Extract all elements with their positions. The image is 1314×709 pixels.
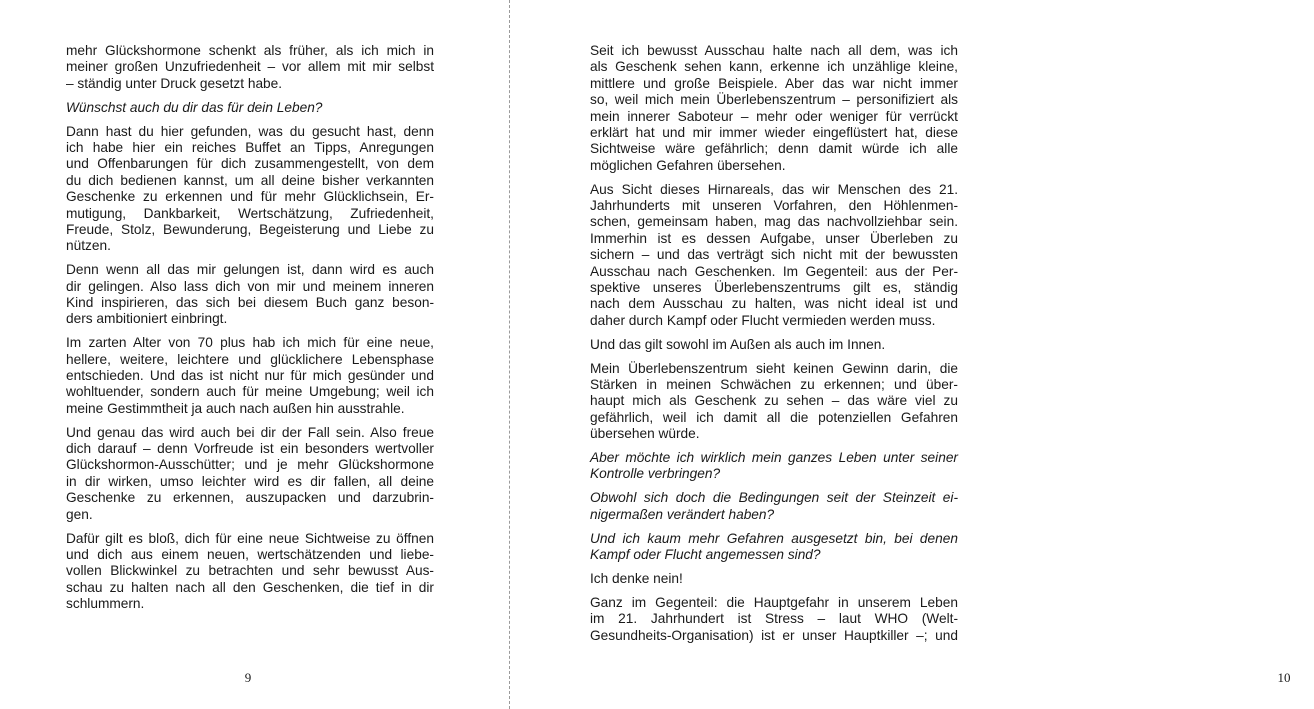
paragraph bbox=[590, 531, 958, 564]
text-line: mein innerer Saboteur – mehr oder weniger für verrückt bbox=[590, 108, 958, 124]
text-line: übersehen würde. bbox=[590, 426, 700, 442]
text-line: schlummern. bbox=[66, 596, 145, 612]
text-line: spektive unseres Überlebenszentrums gilt es, ständig bbox=[590, 279, 958, 295]
text-line: mutigung, Dankbarkeit, Wertschätzung, Zufriedenheit, bbox=[66, 205, 434, 221]
paragraph-gap bbox=[590, 329, 958, 337]
text-line: gefährlich, weil ich damit all die potenziellen Gefahren bbox=[590, 409, 958, 425]
text-line: Glückshormon-Ausschütter; und je mehr Glückshormone bbox=[66, 457, 434, 473]
text-line: nach dem Ausschau zu halten, was nicht ideal ist und bbox=[590, 296, 958, 312]
text-line: Aus Sicht dieses Hirnareals, das wir Menschen des 21. bbox=[590, 181, 958, 197]
paragraph-gap bbox=[590, 483, 958, 491]
paragraph-gap bbox=[590, 174, 958, 182]
paragraph bbox=[590, 571, 958, 587]
text-line: Seit ich bewusst Ausschau halte nach all dem, was ich bbox=[590, 43, 958, 58]
text-line: sichern – und das verträgt sich nicht mit der bewussten bbox=[590, 247, 958, 263]
text-line: Freude, Stolz, Bewunderung, Begeisterung und Liebe zu bbox=[66, 221, 434, 237]
text-line: mittlere und große Beispiele. Aber das war nicht immer bbox=[590, 75, 958, 91]
text-line: mehr Glückshormone schenkt als früher, als ich mich in bbox=[66, 43, 434, 58]
text-line: Ausschau nach Geschenken. Im Gegenteil: aus der Per- bbox=[590, 263, 958, 279]
paragraph-gap bbox=[590, 442, 958, 450]
right-page-text bbox=[590, 43, 958, 644]
text-line: meine Gestimmtheit ja auch nach außen hin ausstrahle. bbox=[66, 400, 405, 416]
paragraph bbox=[590, 490, 958, 523]
page-divider bbox=[509, 0, 510, 709]
text-line: Geschenke zu erkennen, auszupacken und darzubrin- bbox=[66, 490, 434, 506]
paragraph bbox=[66, 425, 434, 523]
text-line: als Geschenk sehen kann, erkenne ich unzählige kleine, bbox=[590, 59, 958, 75]
page-number-right: 10 bbox=[1277, 670, 1291, 685]
paragraph bbox=[590, 337, 958, 353]
text-line: nigermaßen verändert haben? bbox=[590, 506, 775, 522]
paragraph bbox=[590, 361, 958, 443]
paragraph-gap bbox=[590, 563, 958, 571]
text-line: schen, gemeinsam haben, mag das nachvollziehbar sein. bbox=[590, 214, 958, 230]
text-line: Stärken in meinen Schwächen zu erkennen; und über- bbox=[590, 376, 958, 392]
left-page-text bbox=[66, 43, 434, 613]
text-line: haupt mich als Geschenk zu sehen – das wäre viel zu bbox=[590, 393, 958, 409]
text-line: dir gelingen. Also lass dich von mir und meinem inneren bbox=[66, 278, 434, 294]
text-line: erklärt hat und mir immer wieder eingeflüstert hat, diese bbox=[590, 124, 958, 140]
text-line: Jahrhunderts mit unseren Vorfahren, den Höhlenmen- bbox=[590, 198, 958, 214]
paragraph bbox=[66, 43, 434, 92]
paragraph bbox=[590, 450, 958, 483]
text-line: Kind inspirieren, das sich bei diesem Buch ganz beson- bbox=[66, 294, 434, 310]
page-number-left: 9 bbox=[244, 670, 252, 685]
paragraph bbox=[590, 43, 958, 174]
text-line: gen. bbox=[66, 506, 93, 522]
text-line: Obwohl sich doch die Bedingungen seit der Steinzeit ei- bbox=[590, 490, 958, 506]
text-line: Und genau das wird auch bei dir der Fall sein. Also freue bbox=[66, 424, 434, 440]
text-line: Dafür gilt es bloß, dich für eine neue Sichtweise zu öffnen bbox=[66, 530, 434, 546]
text-line: Gesundheits-Organisation) ist er unser Hauptkiller –; und bbox=[590, 627, 958, 643]
text-line: im 21. Jahrhundert ist Stress – laut WHO (Welt- bbox=[590, 611, 958, 627]
text-line: hellere, weitere, leichtere und glücklichere Lebensphase bbox=[66, 351, 434, 367]
text-line: und Offenbarungen für dich zusammengestellt, von dem bbox=[66, 156, 434, 172]
paragraph-gap bbox=[590, 353, 958, 361]
text-line: Wünschst auch du dir das für dein Leben? bbox=[66, 99, 323, 115]
text-line: Kontrolle verbringen? bbox=[590, 466, 721, 482]
text-line: Dann hast du hier gefunden, was du gesucht hast, denn bbox=[66, 123, 434, 139]
paragraph bbox=[66, 531, 434, 613]
paragraph-gap bbox=[590, 587, 958, 595]
text-line: Und ich kaum mehr Gefahren ausgesetzt bin, bei denen bbox=[590, 530, 958, 546]
text-line: schau zu halten nach all den Geschenken, die tief in dir bbox=[66, 579, 434, 595]
text-line: du dich bedienen kannst, um all deine bisher verkannten bbox=[66, 172, 434, 188]
text-line: nützen. bbox=[66, 238, 111, 254]
left-page bbox=[0, 0, 509, 709]
paragraph bbox=[66, 262, 434, 328]
text-line: Kampf oder Flucht angemessen sind? bbox=[590, 546, 821, 562]
text-line: Ich denke nein! bbox=[590, 570, 683, 586]
paragraph bbox=[590, 595, 958, 644]
paragraph bbox=[66, 124, 434, 255]
text-line: Ganz im Gegenteil: die Hauptgefahr in unserem Leben bbox=[590, 594, 958, 610]
paragraph-gap bbox=[66, 92, 434, 100]
paragraph-gap bbox=[590, 523, 958, 531]
text-line: – ständig unter Druck gesetzt habe. bbox=[66, 75, 283, 91]
text-line: und dich aus einem neuen, wertschätzenden und liebe- bbox=[66, 546, 434, 562]
paragraph bbox=[66, 100, 434, 116]
text-line: Mein Überlebenszentrum sieht keinen Gewinn darin, die bbox=[590, 360, 958, 376]
paragraph bbox=[590, 182, 958, 330]
text-line: vollen Blickwinkel zu betrachten und sehr bewusst Aus- bbox=[66, 563, 434, 579]
text-line: Denn wenn all das mir gelungen ist, dann wird es auch bbox=[66, 262, 434, 278]
paragraph-gap bbox=[66, 328, 434, 336]
text-line: so, weil mich mein Überlebenszentrum – personifiziert als bbox=[590, 92, 958, 108]
text-line: Aber möchte ich wirklich mein ganzes Leben unter seiner bbox=[590, 449, 958, 465]
text-line: meiner großen Unzufriedenheit – vor allem mit mir selbst bbox=[66, 59, 434, 75]
text-line: Sichtweise wäre gefährlich; denn damit würde ich alle bbox=[590, 141, 958, 157]
text-line: möglichen Gefahren übersehen. bbox=[590, 157, 786, 173]
paragraph-gap bbox=[66, 417, 434, 425]
paragraph-gap bbox=[66, 255, 434, 263]
text-line: ders ambitioniert einbringt. bbox=[66, 311, 228, 327]
paragraph-gap bbox=[66, 116, 434, 124]
text-line: entschieden. Und das ist nicht nur für mich gesünder und bbox=[66, 368, 434, 384]
text-line: in dir wirken, umso leichter wird es dir fallen, all deine bbox=[66, 473, 434, 489]
text-line: Immerhin ist es dessen Aufgabe, unser Überleben zu bbox=[590, 230, 958, 246]
paragraph-gap bbox=[66, 523, 434, 531]
text-line: daher durch Kampf oder Flucht vermieden werden muss. bbox=[590, 312, 936, 328]
text-line: ich habe hier ein reiches Buffet an Tipps, Anregungen bbox=[66, 139, 434, 155]
text-line: wohltuender, sondern auch für meine Umgebung; weil ich bbox=[66, 384, 434, 400]
text-line: dich darauf – denn Vorfreude ist ein besonders wertvoller bbox=[66, 441, 434, 457]
text-line: Im zarten Alter von 70 plus hab ich mich für eine neue, bbox=[66, 335, 434, 351]
paragraph bbox=[66, 335, 434, 417]
text-line: Und das gilt sowohl im Außen als auch im Innen. bbox=[590, 336, 886, 352]
text-line: Geschenke zu erkennen und für mehr Glücklichsein, Er- bbox=[66, 189, 434, 205]
